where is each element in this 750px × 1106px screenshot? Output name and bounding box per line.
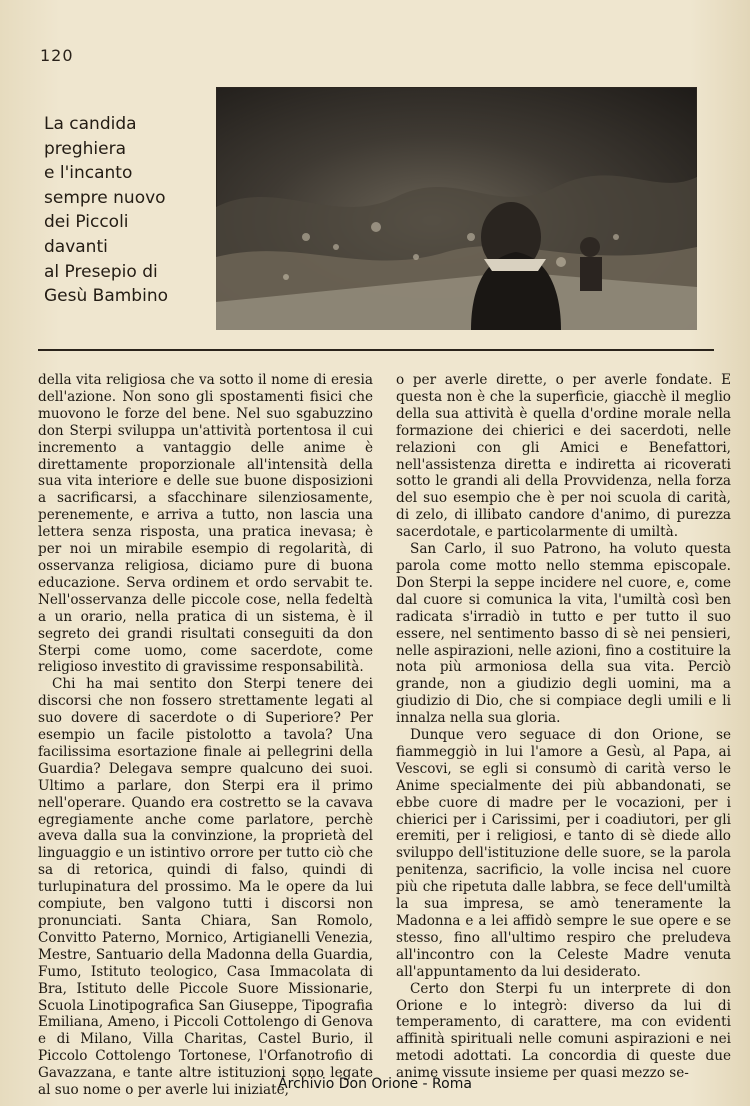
left-text-column	[38, 372, 373, 1099]
caption-line: dei Piccoli	[44, 212, 129, 233]
caption-line: davanti	[44, 236, 108, 257]
caption-line: e l'incanto	[44, 163, 133, 184]
caption-line: al Presepio di	[44, 261, 158, 282]
nativity-scene-photo	[216, 87, 697, 330]
photo-nativity-scene-icon	[216, 87, 697, 330]
paragraph: o per averle dirette, o per averle fondate. E questa non è che la superficie, giacchè il meglio della sua attività è quella d'ordine morale nella formazione dei chierici e dei sacerdoti, nelle relazioni con gli Amici e Benefattori, nell'assistenza diretta e indiretta ai ricoverati sotto le grandi ali della Provvidenza, nella forza del suo esempio che è per noi scuola di carità, di zelo, di illibato candore d'animo, di purezza sacerdotale, e particolarmente di umiltà.	[396, 372, 731, 541]
paragraph: Certo don Sterpi fu un interprete di don Orione e lo integrò: diverso da lui di temperamento, di carattere, ma con evidenti affinità spirituali nelle comuni aspirazioni e nei metodi adottati. La concordia di queste due anime vissute insieme per quasi mezzo se-	[396, 980, 731, 1082]
caption-line: preghiera	[44, 138, 127, 159]
section-divider	[38, 349, 714, 351]
paragraph: Dunque vero seguace di don Orione, se fiammeggiò in lui l'amore a Gesù, al Papa, ai Vescovi, se egli si consumò di carità verso le Anime specialmente dei più abbandonati, se ebbe cuore di madre per le vocazioni, per i chierici per i Carissimi, per i coadiutori, per gli eremiti, per i religiosi, e tanto di sè diede allo sviluppo dell'istituzione delle suore, se la parola penitenza, sacrificio, la volle incisa nel cuore più che ripetuta dalle labbra, se fece dell'umiltà la sua impresa, se amò teneramente la Madonna e a lei affidò sempre le sue opere e se stesso, fino all'ultimo respiro che preludeva all'incontro con la Celeste Madre venuta all'appuntamento da lui desiderato.	[396, 727, 731, 980]
caption-line: sempre nuovo	[44, 187, 166, 208]
archive-footer: Archivio Don Orione - Roma	[278, 1076, 472, 1092]
paragraph: della vita religiosa che va sotto il nome di eresia dell'azione. Non sono gli spostamenti fisici che muovono le forze del bene. Nel suo sgabuzzino don Sterpi sviluppa un'attività portentosa il cui incremento a vantaggio delle anime è direttamente proporzionale all'intensità della sua vita interiore e delle sue buone disposizioni a sacrificarsi, a sfacchinare silenziosamente, perenemente, e arriva a tutto, non lascia una lettera senza risposta, una pratica inevasa; è per noi un mirabile esempio di regolarità, di osservanza religiosa, diciamo pure di buona educazione. Serva ordinem et ordo servabit te. Nell'osservanza delle piccole cose, nella fedeltà a un orario, nella pratica di un sistema, è il segreto dei grandi risultati conseguiti da don Sterpi come uomo, come sacerdote, come religioso investito di gravissime responsabilità.	[38, 372, 373, 676]
photo-caption	[44, 112, 214, 309]
right-text-column	[396, 372, 731, 1082]
page-number: 120	[40, 46, 74, 65]
paragraph: Chi ha mai sentito don Sterpi tenere dei discorsi che non fossero strettamente legati al suo dovere di sacerdote o di Superiore? Per esempio un facile pistolotto a tavola? Una facilissima esortazione finale ai pellegrini della Guardia? Delegava sempre qualcuno dei suoi. Ultimo a parlare, don Sterpi era il primo nell'operare. Quando era costretto se la cavava egregiamente anche come parlatore, perchè aveva dalla sua la convinzione, la proprietà del linguaggio e un istintivo orrore per tutto ciò che sa di retorica, quindi di falso, quindi di turlupinatura del prossimo. Ma le opere da lui compiute, ben valgono tutti i discorsi non pronunciati. Santa Chiara, San Romolo, Convitto Paterno, Mornico, Artigianelli Venezia, Mestre, Santuario della Madonna della Guardia, Fumo, Istituto teologico, Casa Immacolata di Bra, Istituto delle Piccole Suore Missionarie, Scuola Linotipografica San Giuseppe, Tipografia Emiliana, Ameno, i Piccoli Cottolengo di Genova e di Milano, Villa Charitas, Castel Burio, il Piccolo Cottolengo Tortonese, l'Orfanotrofio di Gavazzana, e tante altre istituzioni sono legate al suo nome o per averle lui iniziate,	[38, 676, 373, 1099]
caption-line: Gesù Bambino	[44, 286, 168, 307]
paragraph: San Carlo, il suo Patrono, ha voluto questa parola come motto nello stemma episcopale. Don Sterpi la seppe incidere nel cuore, e, come dal cuore si comunica la vita, l'umiltà così ben radicata s'irradiò in tutto e per tutto il suo essere, nel sentimento basso di sè nei pensieri, nelle aspirazioni, nelle azioni, fino a costituire la nota più armoniosa della sua vita. Perciò grande, non a giudizio degli uomini, ma a giudizio di Dio, che si compiace degli umili e li innalza nella sua gloria.	[396, 541, 731, 727]
caption-line: La candida	[44, 114, 137, 134]
